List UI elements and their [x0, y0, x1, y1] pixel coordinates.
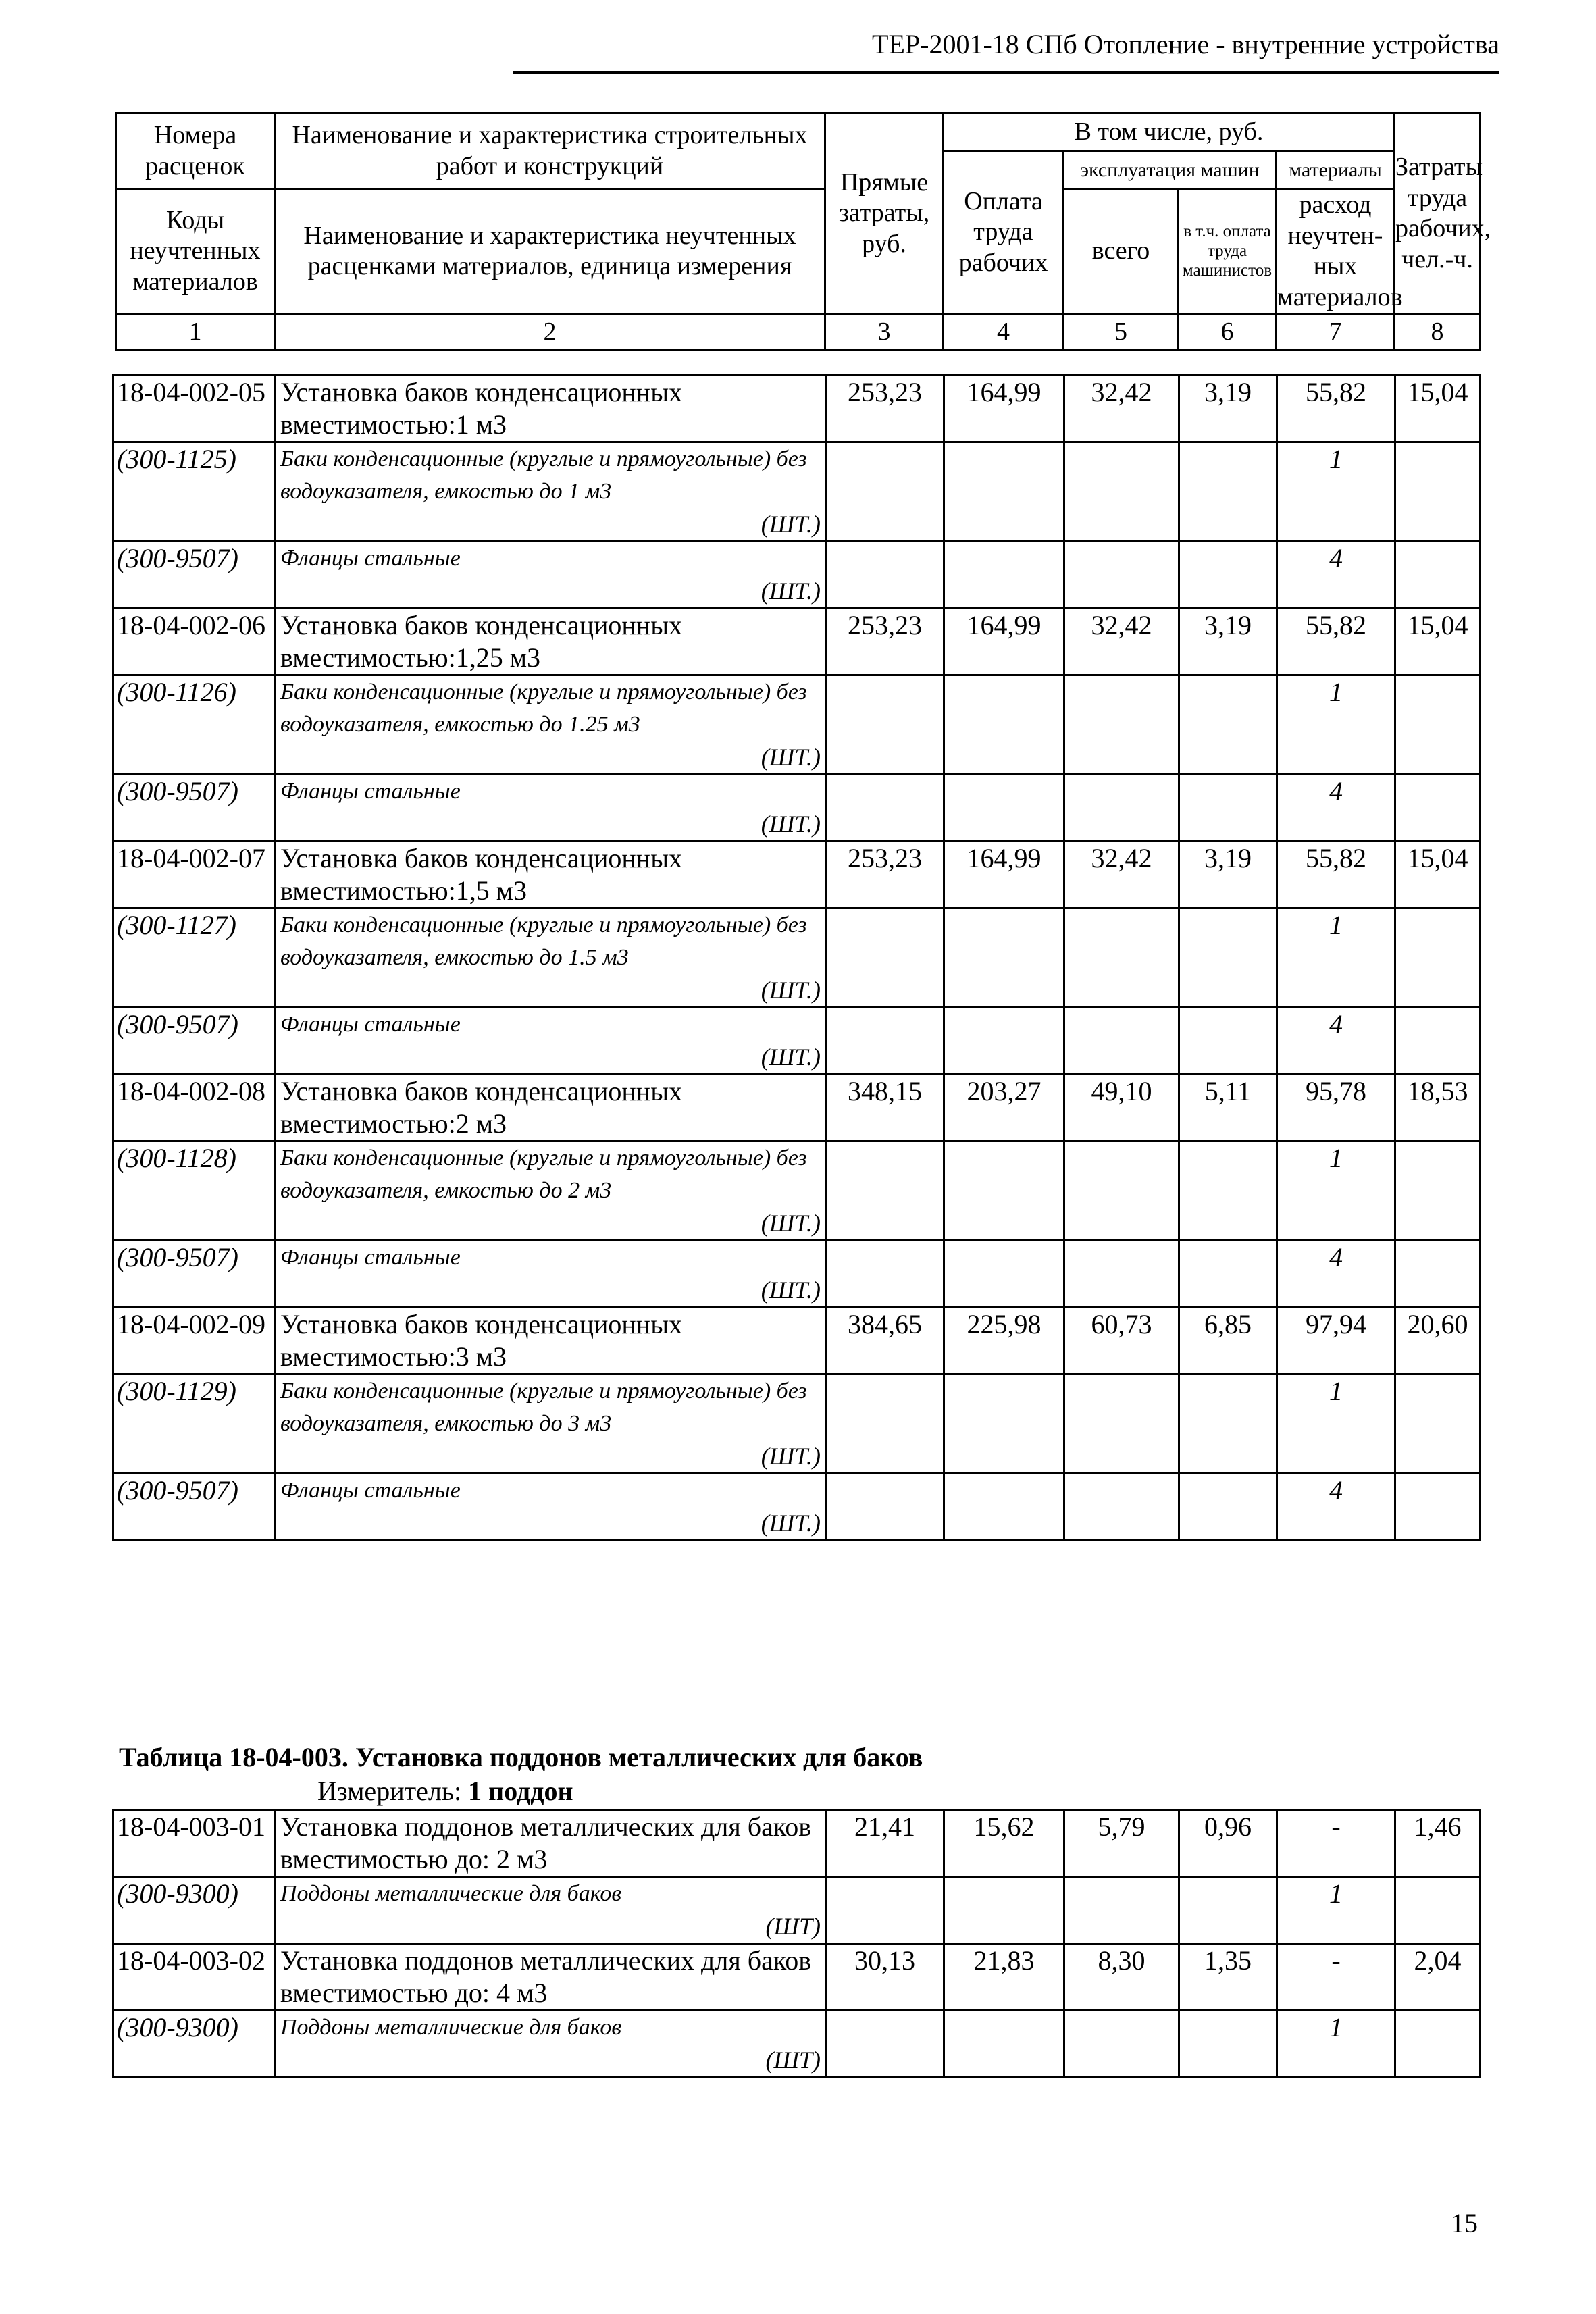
material-name: Баки конденсационные (круглые и прямоугольные) без водоуказателя, емкостью до 1.5 м3 [280, 912, 807, 970]
labor-costs: 15,04 [1395, 609, 1481, 675]
material-code: (300-1126) [113, 675, 276, 775]
header-rate-numbers: Номера расценок [116, 113, 275, 189]
material-quantity: 1 [1277, 1877, 1395, 1944]
page-number: 15 [1451, 2208, 1478, 2238]
material-row [113, 542, 1481, 609]
rate-group [113, 1810, 1481, 1944]
work-name: Установка поддонов металлических для баков вместимостью до: 4 м3 [276, 1944, 826, 2011]
rate-group [113, 1308, 1481, 1541]
material-quantity: 1 [1277, 908, 1395, 1008]
machinist-pay: 3,19 [1179, 842, 1277, 908]
material-cell [276, 675, 826, 775]
column-number: 1 [116, 314, 275, 350]
material-code: (300-9300) [113, 1877, 276, 1944]
material-code: (300-9507) [113, 1474, 276, 1541]
material-row [113, 442, 1481, 542]
machines-total: 32,42 [1064, 609, 1179, 675]
machines-total: 32,42 [1064, 376, 1179, 442]
measure-line [317, 1775, 573, 1807]
materials-cost: 95,78 [1277, 1075, 1395, 1141]
machinist-pay: 5,11 [1179, 1075, 1277, 1141]
column-number: 5 [1064, 314, 1179, 350]
machines-total: 49,10 [1064, 1075, 1179, 1141]
material-name: Фланцы стальные [280, 546, 461, 571]
material-unit: (ШТ.) [761, 1210, 821, 1237]
material-quantity: 4 [1277, 1241, 1395, 1308]
rate-code: 18-04-003-02 [113, 1944, 276, 2011]
header-work-name: Наименование и характеристика строительных работ и конструкций [275, 113, 825, 189]
table-row [113, 1944, 1481, 2011]
column-number: 3 [825, 314, 944, 350]
direct-costs: 253,23 [826, 609, 944, 675]
materials-cost: 97,94 [1277, 1308, 1395, 1374]
materials-cost: 55,82 [1277, 842, 1395, 908]
material-unit: (ШТ) [765, 2047, 821, 2074]
worker-pay: 15,62 [944, 1810, 1064, 1877]
material-unit: (ШТ.) [761, 1277, 821, 1304]
rate-code: 18-04-003-01 [113, 1810, 276, 1877]
materials-cost: 55,82 [1277, 376, 1395, 442]
direct-costs: 21,41 [826, 1810, 944, 1877]
material-code: (300-9507) [113, 775, 276, 842]
material-unit: (ШТ.) [761, 511, 821, 538]
material-row [113, 1141, 1481, 1241]
material-code: (300-1128) [113, 1141, 276, 1241]
rate-code: 18-04-002-08 [113, 1075, 276, 1141]
work-name: Установка поддонов металлических для баков вместимостью до: 2 м3 [276, 1810, 826, 1877]
material-unit: (ШТ.) [761, 1510, 821, 1537]
material-quantity: 4 [1277, 1474, 1395, 1541]
rate-group [113, 1075, 1481, 1308]
labor-costs: 18,53 [1395, 1075, 1481, 1141]
header-material-codes: Коды неучтенных материалов [116, 189, 275, 314]
rate-code: 18-04-002-06 [113, 609, 276, 675]
material-quantity: 1 [1277, 2011, 1395, 2078]
material-unit: (ШТ.) [761, 811, 821, 838]
worker-pay: 164,99 [944, 376, 1064, 442]
rate-code: 18-04-002-05 [113, 376, 276, 442]
machinist-pay: 0,96 [1179, 1810, 1277, 1877]
material-cell [276, 1374, 826, 1474]
machinist-pay: 1,35 [1179, 1944, 1277, 2011]
material-cell [276, 1474, 826, 1541]
material-unit: (ШТ.) [761, 977, 821, 1004]
header-direct-costs: Прямые затраты, руб. [825, 113, 944, 314]
material-row [113, 2011, 1481, 2078]
machines-total: 8,30 [1064, 1944, 1179, 2011]
machinist-pay: 3,19 [1179, 376, 1277, 442]
material-cell [276, 775, 826, 842]
machinist-pay: 3,19 [1179, 609, 1277, 675]
table-row [113, 1075, 1481, 1141]
direct-costs: 348,15 [826, 1075, 944, 1141]
direct-costs: 253,23 [826, 842, 944, 908]
material-row [113, 1374, 1481, 1474]
material-row [113, 775, 1481, 842]
measure-label: Измеритель: [317, 1776, 469, 1806]
material-unit: (ШТ.) [761, 577, 821, 605]
worker-pay: 164,99 [944, 609, 1064, 675]
material-name: Фланцы стальные [280, 779, 461, 804]
material-cell [276, 1141, 826, 1241]
measure-value: 1 поддон [468, 1776, 573, 1806]
material-name: Фланцы стальные [280, 1245, 461, 1270]
material-code: (300-9507) [113, 1241, 276, 1308]
material-quantity: 4 [1277, 1008, 1395, 1075]
material-code: (300-9300) [113, 2011, 276, 2078]
header-worker-pay: Оплата труда рабочих [944, 151, 1064, 314]
material-row [113, 1877, 1481, 1944]
header-machinist-pay: в т.ч. оплата труда машинистов [1179, 189, 1277, 314]
work-name: Установка баков конденсационных вместимостью:3 м3 [276, 1308, 826, 1374]
table-row [113, 842, 1481, 908]
material-name: Баки конденсационные (круглые и прямоугольные) без водоуказателя, емкостью до 1.25 м3 [280, 679, 807, 737]
rate-group [113, 609, 1481, 842]
worker-pay: 21,83 [944, 1944, 1064, 2011]
material-name: Баки конденсационные (круглые и прямоугольные) без водоуказателя, емкостью до 3 м3 [280, 1379, 807, 1436]
column-number: 6 [1179, 314, 1277, 350]
material-code: (300-1127) [113, 908, 276, 1008]
rate-code: 18-04-002-09 [113, 1308, 276, 1374]
machines-total: 32,42 [1064, 842, 1179, 908]
material-quantity: 1 [1277, 675, 1395, 775]
material-row [113, 1241, 1481, 1308]
work-name: Установка баков конденсационных вместимостью:2 м3 [276, 1075, 826, 1141]
labor-costs: 1,46 [1395, 1810, 1481, 1877]
header-materials: материалы [1277, 151, 1395, 189]
column-number: 7 [1277, 314, 1395, 350]
materials-cost: 55,82 [1277, 609, 1395, 675]
material-cell [276, 1241, 826, 1308]
worker-pay: 164,99 [944, 842, 1064, 908]
machines-total: 5,79 [1064, 1810, 1179, 1877]
direct-costs: 253,23 [826, 376, 944, 442]
rate-group [113, 376, 1481, 609]
material-row [113, 1008, 1481, 1075]
column-number: 4 [944, 314, 1064, 350]
header-machines-total: всего [1064, 189, 1179, 314]
table-row [113, 609, 1481, 675]
material-code: (300-9507) [113, 1008, 276, 1075]
running-header: ТЕР-2001-18 СПб Отопление - внутренние устройства [513, 28, 1499, 74]
material-row [113, 675, 1481, 775]
work-name: Установка баков конденсационных вместимостью:1 м3 [276, 376, 826, 442]
material-unit: (ШТ.) [761, 744, 821, 771]
table-row [113, 376, 1481, 442]
material-quantity: 4 [1277, 542, 1395, 609]
material-cell [276, 908, 826, 1008]
material-name: Фланцы стальные [280, 1012, 461, 1037]
material-row [113, 1474, 1481, 1541]
header-labor-costs: Затраты труда рабочих, чел.-ч. [1395, 113, 1481, 314]
work-name: Установка баков конденсационных вместимостью:1,5 м3 [276, 842, 826, 908]
rate-group [113, 1944, 1481, 2078]
table-row [113, 1308, 1481, 1374]
material-quantity: 4 [1277, 775, 1395, 842]
material-unit: (ШТ.) [761, 1044, 821, 1071]
column-header-table [115, 112, 1491, 351]
rate-code: 18-04-002-07 [113, 842, 276, 908]
material-quantity: 1 [1277, 1374, 1395, 1474]
material-name: Поддоны металлические для баков [280, 2015, 622, 2040]
direct-costs: 384,65 [826, 1308, 944, 1374]
labor-costs: 15,04 [1395, 842, 1481, 908]
material-quantity: 1 [1277, 1141, 1395, 1241]
material-name: Баки конденсационные (круглые и прямоугольные) без водоуказателя, емкостью до 2 м3 [280, 1146, 807, 1203]
material-unit: (ШТ.) [761, 1443, 821, 1470]
material-quantity: 1 [1277, 442, 1395, 542]
labor-costs: 20,60 [1395, 1308, 1481, 1374]
material-code: (300-9507) [113, 542, 276, 609]
machines-total: 60,73 [1064, 1308, 1179, 1374]
material-unit: (ШТ) [765, 1913, 821, 1940]
worker-pay: 225,98 [944, 1308, 1064, 1374]
machinist-pay: 6,85 [1179, 1308, 1277, 1374]
material-row [113, 908, 1481, 1008]
table-title: Таблица 18-04-003. Установка поддонов металлических для баков [119, 1742, 923, 1772]
header-material-name: Наименование и характеристика неучтенных расценками материалов, единица измерения [275, 189, 825, 314]
material-cell [276, 1008, 826, 1075]
labor-costs: 2,04 [1395, 1944, 1481, 2011]
material-cell [276, 1877, 826, 1944]
material-cell [276, 442, 826, 542]
rates-table [112, 374, 1481, 1541]
rate-group [113, 842, 1481, 1075]
materials-cost: - [1277, 1810, 1395, 1877]
table-row [113, 1810, 1481, 1877]
header-unaccounted-materials: расход неучтен-ных материалов [1277, 189, 1395, 314]
worker-pay: 203,27 [944, 1075, 1064, 1141]
material-name: Поддоны металлические для баков [280, 1881, 622, 1906]
material-name: Баки конденсационные (круглые и прямоугольные) без водоуказателя, емкостью до 1 м3 [280, 446, 807, 504]
direct-costs: 30,13 [826, 1944, 944, 2011]
material-code: (300-1129) [113, 1374, 276, 1474]
material-cell [276, 2011, 826, 2078]
material-code: (300-1125) [113, 442, 276, 542]
material-cell [276, 542, 826, 609]
column-number: 8 [1395, 314, 1481, 350]
pallets-table [112, 1809, 1481, 2078]
header-including: В том числе, руб. [944, 113, 1395, 151]
header-machine-operation: эксплуатация машин [1064, 151, 1277, 189]
labor-costs: 15,04 [1395, 376, 1481, 442]
material-name: Фланцы стальные [280, 1478, 461, 1503]
materials-cost: - [1277, 1944, 1395, 2011]
work-name: Установка баков конденсационных вместимостью:1,25 м3 [276, 609, 826, 675]
column-number: 2 [275, 314, 825, 350]
